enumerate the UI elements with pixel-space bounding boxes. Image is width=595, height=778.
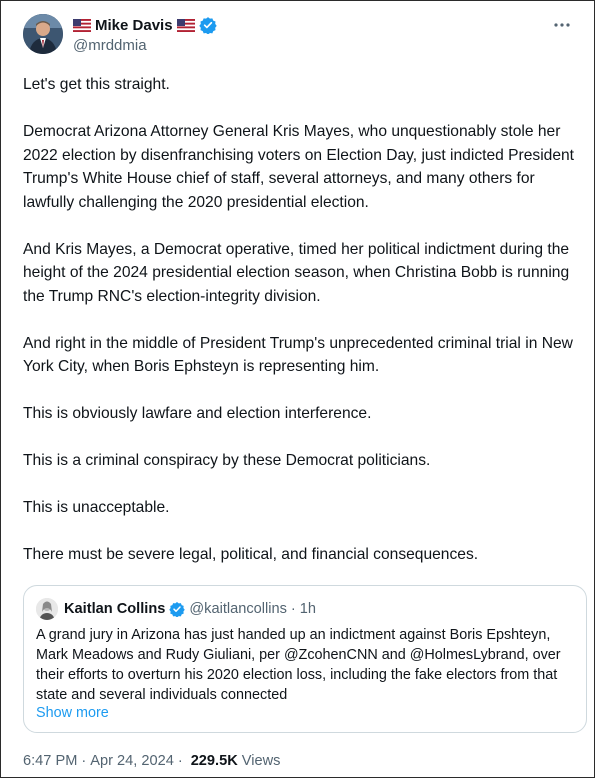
- tweet-time[interactable]: 6:47 PM: [23, 753, 78, 769]
- separator-dot: ·: [290, 601, 296, 617]
- separator-dot: ·: [177, 753, 183, 769]
- quoted-author-avatar: [36, 598, 58, 620]
- tweet-paragraph: And right in the middle of President Trump's unprecedented criminal trial in New York City, when Boris Ephsteyn is representing him.: [23, 334, 573, 375]
- us-flag-icon: [177, 19, 195, 32]
- tweet-body: [23, 73, 589, 590]
- quoted-author-display-name: Kaitlan Collins: [64, 601, 166, 617]
- quoted-tweet-text: A grand jury in Arizona has just handed up an indictment against Boris Epshteyn, Mark Meadows and Rudy Giuliani, per @ZcohenCNN and @HolmesLybrand, over their efforts to overturn his 2020 election loss, including the fake electors from that state and several individuals connected: [36, 627, 561, 703]
- avatar-photo-icon: [23, 14, 63, 54]
- author-avatar[interactable]: [23, 14, 63, 54]
- tweet-paragraph: There must be severe legal, political, and financial consequences.: [23, 546, 479, 563]
- quoted-tweet-header: [36, 598, 316, 620]
- author-handle[interactable]: @mrddmia: [73, 37, 147, 54]
- tweet-paragraph: This is unacceptable.: [23, 499, 170, 516]
- tweet-date[interactable]: Apr 24, 2024: [90, 753, 174, 769]
- quoted-author-handle: @kaitlancollins: [189, 601, 287, 617]
- tweet-paragraph: Let's get this straight.: [23, 76, 170, 93]
- quoted-tweet-time: 1h: [299, 601, 317, 617]
- verified-badge-icon: [169, 601, 185, 617]
- views-label: Views: [241, 753, 281, 769]
- show-more-link[interactable]: Show more: [36, 705, 109, 721]
- views-count[interactable]: 229.5K: [190, 753, 238, 769]
- tweet-footer: [23, 753, 280, 769]
- separator-dot: ·: [81, 753, 87, 769]
- verified-badge-icon: [199, 16, 217, 34]
- tweet-paragraph: This is a criminal conspiracy by these Democrat politicians.: [23, 452, 431, 469]
- quoted-tweet[interactable]: [23, 585, 587, 733]
- tweet-header: [23, 13, 582, 57]
- us-flag-icon: [73, 19, 91, 32]
- tweet-paragraph: This is obviously lawfare and election interference.: [23, 405, 372, 422]
- tweet-paragraph: And Kris Mayes, a Democrat operative, timed her political indictment during the height of the 2024 presidential election season, when Christina Bobb is running the Trump RNC's election-integrity division.: [23, 240, 570, 305]
- tweet-paragraph: Democrat Arizona Attorney General Kris Mayes, who unquestionably stole her 2022 election by disenfranchising voters on Election Day, just indicted President Trump's White House chief of staff, several attorneys, and many others for lawfully challenging the 2020 presidential election.: [23, 123, 575, 211]
- more-options-icon[interactable]: [550, 13, 574, 37]
- display-name-row: [73, 15, 217, 35]
- author-names: [73, 15, 217, 54]
- author-display-name[interactable]: Mike Davis: [95, 16, 173, 34]
